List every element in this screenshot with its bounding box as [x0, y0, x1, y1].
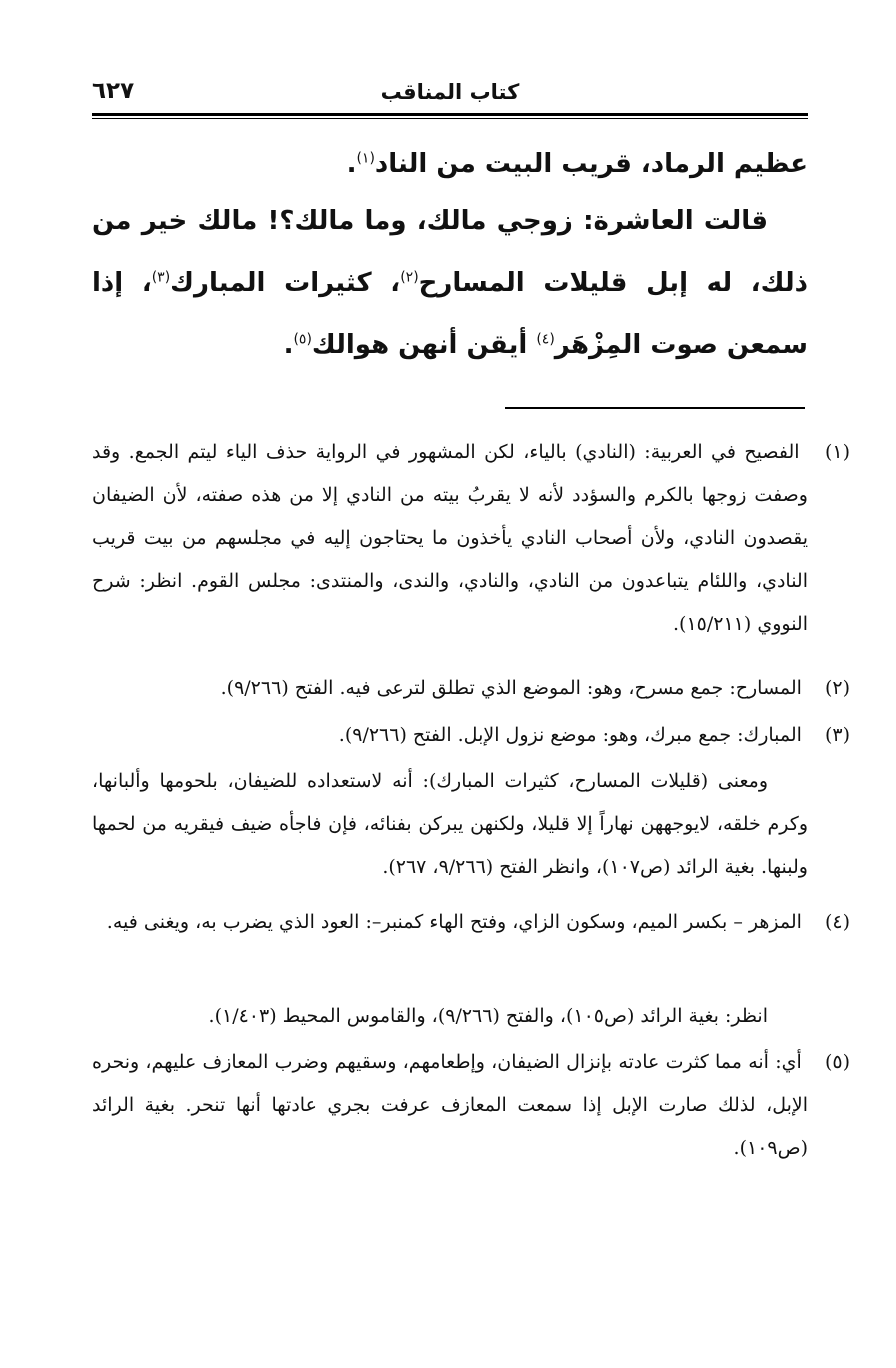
main-text: أيقن أنهن هوالك [311, 330, 537, 360]
footnote-text: انظر: بغية الرائد (ص١٠٥)، والفتح (٩/٢٦٦)، والقاموس المحيط (١/٤٠٣). [208, 1005, 768, 1027]
main-text-end: . [346, 149, 357, 179]
footnote-text: أي: أنه مما كثرت عادته بإنزال الضيفان، وإطعامهم، وسقيهم وضرب المعازف عليهم، ونحره الإبل، لذلك صارت الإبل إذا سمعت المعازف عرفت بجري عادتها أنها تنحر. بغية الرائد (ص١٠٩). [92, 1051, 808, 1159]
footnote-text: الفصيح في العربية: (النادي) بالياء، لكن المشهور في الرواية حذف الياء ليتم الجمع. وقد وصفت زوجها بالكرم والسؤدد لأنه لا يقربُ بيته من النادي إلا من هذه صفته، لأن الضيفان يقصدون النادي، ولأن أصحاب النادي يأخذون ما يحتاجون إليه في مجلسهم من بيت قريب النادي، واللئام يتباعدون من النادي، والنادي، والندى، والمنتدى: مجلس القوم. انظر: شرح النووي (١٥/٢١١). [92, 441, 808, 635]
main-text: ، إذا سمعن صوت المِزْهَر [92, 268, 808, 360]
main-text: ، كثيرات المبارك [170, 268, 401, 298]
footnote-5 [92, 1041, 850, 1170]
footnote-number: (٣) [824, 724, 850, 746]
footnote-number: (٢) [824, 677, 850, 699]
main-text: عظيم الرماد، قريب البيت من الناد [374, 149, 808, 179]
main-paragraph-2 [92, 190, 808, 376]
header-rule-thin [92, 118, 808, 119]
footnote-number: (١) [824, 441, 850, 463]
footnote-2 [92, 667, 850, 710]
footnote-ref-4[interactable]: (٤) [536, 331, 555, 348]
footnote-number: (٥) [824, 1051, 851, 1073]
footnote-4-continuation [92, 995, 808, 1038]
footnote-text: ومعنى (قليلات المسارح، كثيرات المبارك): أنه لاستعداده للضيفان، بلحومها وألبانها، وكرم خلقه، لايوجههن نهاراً إلا قليلا، ولكنهن يبركن بفنائه، فإن فاجأه ضيف فيقريه من لحمها ولبنها. بغية الرائد (ص١٠٧)، وانظر الفتح (٩/٢٦٦، ٢٦٧). [92, 770, 808, 878]
footnote-3 [92, 714, 850, 757]
footnote-1 [92, 431, 850, 646]
header-rule-thick [92, 113, 808, 116]
running-header-title: كتاب المناقب [380, 80, 520, 104]
main-text: قالت العاشرة: زوجي مالك، وما مالك؟! مالك خير من ذلك، له إبل قليلات المسارح [92, 206, 808, 298]
page-number: ٦٢٧ [92, 78, 135, 104]
footnote-separator [505, 407, 805, 409]
footnote-text: المبارك: جمع مبرك، وهو: موضع نزول الإبل. الفتح (٩/٢٦٦). [338, 724, 802, 746]
footnote-number: (٤) [824, 911, 850, 933]
main-paragraph-1 [92, 135, 808, 193]
footnote-ref-1[interactable]: (١) [356, 150, 375, 167]
footnote-text: المسارح: جمع مسرح، وهو: الموضع الذي تطلق لترعى فيه. الفتح (٩/٢٦٦). [220, 677, 802, 699]
footnote-ref-5[interactable]: (٥) [293, 331, 312, 348]
footnote-ref-2[interactable]: (٢) [400, 269, 419, 286]
main-text-end: . [283, 330, 294, 360]
footnote-text: المزهر – بكسر الميم، وسكون الزاي، وفتح الهاء كمنبر–: العود الذي يضرب به، ويغنى فيه. [106, 911, 802, 933]
footnote-4 [92, 901, 850, 944]
footnote-3-continuation [92, 760, 808, 889]
footnote-ref-3[interactable]: (٣) [151, 269, 171, 286]
